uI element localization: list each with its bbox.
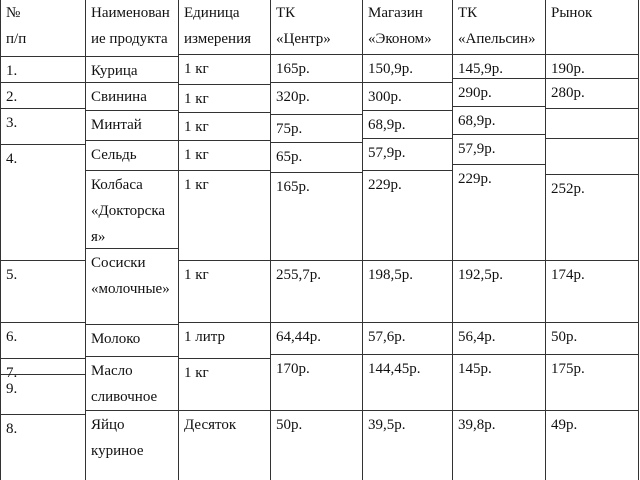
cell-product: Сосиски «молочные» (91, 255, 170, 297)
cell-number: 7. (6, 365, 18, 381)
cell-market: 280р. (551, 85, 585, 101)
cell-number: 9. (6, 381, 18, 397)
cell-center: 165р. (276, 61, 310, 77)
grid-line (178, 322, 270, 323)
cell-econom: 300р. (368, 89, 402, 105)
grid-line (270, 354, 362, 355)
cell-product: Колбаса «Докторска я» (91, 177, 166, 245)
grid-line (85, 140, 178, 141)
cell-unit: Десяток (184, 417, 237, 433)
grid-line (452, 260, 545, 261)
grid-line (452, 54, 545, 55)
cell-center: 320р. (276, 89, 310, 105)
grid-line (270, 142, 362, 143)
grid-line (178, 260, 270, 261)
grid-line (178, 140, 270, 141)
grid-line (85, 56, 178, 57)
cell-center: 50р. (276, 417, 303, 433)
grid-line (178, 112, 270, 113)
grid-line (545, 322, 638, 323)
cell-number: 5. (6, 267, 18, 283)
grid-line (362, 82, 452, 83)
cell-econom: 150,9р. (368, 61, 413, 77)
grid-line (270, 322, 362, 323)
cell-unit: 1 кг (184, 365, 209, 381)
cell-unit: 1 кг (184, 147, 209, 163)
grid-line (545, 260, 638, 261)
cell-number: 1. (6, 63, 18, 79)
cell-market: 175р. (551, 361, 585, 377)
cell-number: 8. (6, 421, 18, 437)
cell-market: 49р. (551, 417, 578, 433)
header-store-econom: Магазин «Эконом» (368, 5, 432, 47)
cell-apelsin: 57,9р. (458, 141, 496, 157)
grid-line (0, 144, 85, 145)
cell-product: Масло сливочное (91, 363, 158, 405)
grid-line (545, 410, 638, 411)
cell-unit: 1 кг (184, 177, 209, 193)
grid-line (362, 260, 452, 261)
grid-line (178, 358, 270, 359)
cell-center: 75р. (276, 121, 303, 137)
grid-line (362, 138, 452, 139)
grid-line (0, 414, 85, 415)
header-market: Рынок (551, 5, 593, 21)
cell-econom: 229р. (368, 177, 402, 193)
cell-center: 64,44р. (276, 329, 321, 345)
grid-line (0, 56, 85, 57)
cell-unit: 1 кг (184, 61, 209, 77)
grid-line (362, 322, 452, 323)
cell-product: Свинина (91, 89, 147, 105)
cell-apelsin: 192,5р. (458, 267, 503, 283)
grid-line (452, 134, 545, 135)
cell-market: 174р. (551, 267, 585, 283)
cell-apelsin: 39,8р. (458, 417, 496, 433)
cell-unit: 1 кг (184, 267, 209, 283)
header-product: Наименован ие продукта (91, 5, 170, 47)
header-store-apelsin: ТК «Апельсин» (458, 5, 536, 47)
grid-line (0, 260, 85, 261)
header-store-center: ТК «Центр» (276, 5, 331, 47)
cell-center: 65р. (276, 149, 303, 165)
cell-unit: 1 кг (184, 119, 209, 135)
grid-line (85, 356, 178, 357)
cell-econom: 198,5р. (368, 267, 413, 283)
grid-line (178, 84, 270, 85)
grid-line (85, 324, 178, 325)
grid-line (452, 322, 545, 323)
grid-line (178, 410, 270, 411)
grid-line (452, 106, 545, 107)
cell-econom: 57,9р. (368, 145, 406, 161)
grid-line (270, 54, 362, 55)
grid-line (270, 172, 362, 173)
grid-line (0, 358, 85, 359)
cell-product: Яйцо куриное (91, 417, 144, 459)
cell-apelsin: 145р. (458, 361, 492, 377)
cell-econom: 39,5р. (368, 417, 406, 433)
cell-number: 3. (6, 115, 18, 131)
grid-line (270, 410, 362, 411)
grid-line (270, 260, 362, 261)
grid-line (85, 170, 178, 171)
cell-apelsin: 56,4р. (458, 329, 496, 345)
cell-econom: 57,6р. (368, 329, 406, 345)
cell-market: 252р. (551, 181, 585, 197)
grid-line (85, 410, 178, 411)
cell-center: 255,7р. (276, 267, 321, 283)
cell-market: 50р. (551, 329, 578, 345)
grid-line (270, 114, 362, 115)
grid-line (0, 322, 85, 323)
grid-line (452, 164, 545, 165)
grid-line (362, 170, 452, 171)
cell-apelsin: 290р. (458, 85, 492, 101)
grid-line (85, 110, 178, 111)
grid-line (452, 354, 545, 355)
cell-market: 190р. (551, 61, 585, 77)
grid-line (638, 0, 639, 480)
cell-number: 2. (6, 89, 18, 105)
header-unit: Единица измерения (184, 5, 252, 47)
cell-product: Минтай (91, 117, 142, 133)
grid-line (270, 82, 362, 83)
cell-apelsin: 68,9р. (458, 113, 496, 129)
cell-apelsin: 229р. (458, 171, 492, 187)
grid-line (362, 410, 452, 411)
cell-econom: 144,45р. (368, 361, 421, 377)
grid-line (545, 354, 638, 355)
cell-apelsin: 145,9р. (458, 61, 503, 77)
cell-econom: 68,9р. (368, 117, 406, 133)
grid-line (545, 138, 638, 139)
cell-product: Курица (91, 63, 138, 79)
grid-line (362, 54, 452, 55)
cell-center: 165р. (276, 179, 310, 195)
cell-number: 6. (6, 329, 18, 345)
cell-unit: 1 литр (184, 329, 226, 345)
cell-product: Сельдь (91, 147, 137, 163)
grid-line (178, 170, 270, 171)
cell-center: 170р. (276, 361, 310, 377)
grid-line (362, 354, 452, 355)
grid-line (545, 108, 638, 109)
grid-line (545, 174, 638, 175)
cell-product: Молоко (91, 331, 141, 347)
grid-line (452, 410, 545, 411)
cell-number: 4. (6, 151, 18, 167)
grid-line (545, 54, 638, 55)
grid-line (362, 110, 452, 111)
cell-unit: 1 кг (184, 91, 209, 107)
grid-line (178, 54, 270, 55)
header-number: № п/п (6, 5, 27, 47)
